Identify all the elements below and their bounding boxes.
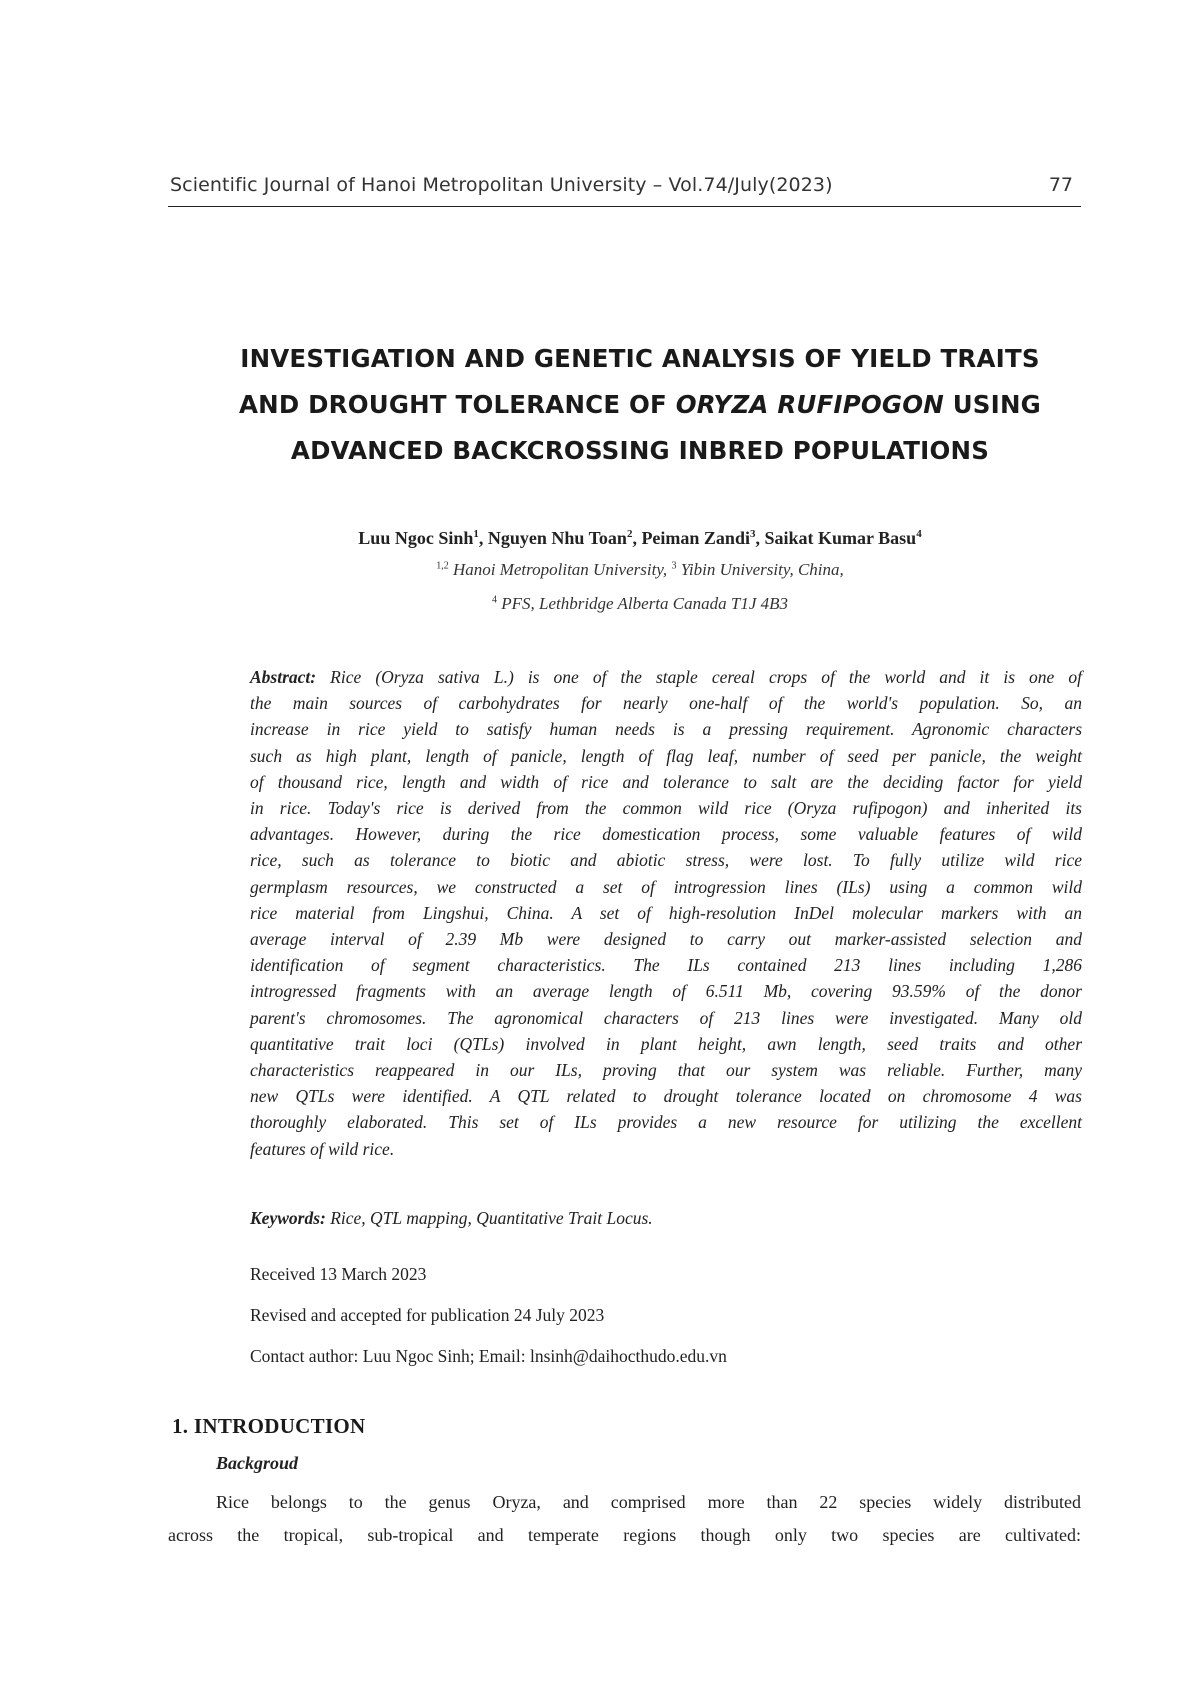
- author-sep: ,: [478, 528, 488, 548]
- author-sep: ,: [632, 528, 642, 548]
- subheading-background: Backgroud: [216, 1453, 299, 1473]
- author-3-sup: 3: [749, 528, 756, 540]
- abstract-line: in rice. Today's rice is derived from the common wild rice (Oryza rufipogon) and inherited its: [250, 798, 1082, 819]
- paper-title: [200, 336, 1080, 474]
- affiliation-line-2: [200, 594, 1080, 614]
- abstract-line: such as high plant, length of panicle, length of flag leaf, number of seed per panicle, the weight: [250, 745, 1082, 766]
- author-list: [200, 528, 1080, 549]
- revised-date: Revised and accepted for publication 24 July 2023: [250, 1305, 605, 1325]
- contact-author: Contact author: Luu Ngoc Sinh; Email: lnsinh@daihocthudo.edu.vn: [250, 1346, 727, 1366]
- abstract-line: increase in rice yield to satisfy human needs is a pressing requirement. Agronomic characters: [250, 719, 1082, 740]
- affil-text-3: PFS, Lethbridge Alberta Canada T1J 4B3: [496, 594, 789, 613]
- affil-text-1: Hanoi Metropolitan University,: [448, 560, 672, 579]
- section-heading-introduction: 1. INTRODUCTION: [172, 1414, 366, 1438]
- body-line: across the tropical, sub-tropical and temperate regions though only two species are cultivated:: [168, 1525, 1081, 1545]
- body-line: Rice belongs to the genus Oryza, and comprised more than 22 species widely distributed: [216, 1492, 1081, 1512]
- author-4-sup: 4: [916, 528, 922, 540]
- abstract-line: rice material from Lingshui, China. A set of high-resolution InDel molecular markers with an: [250, 902, 1082, 923]
- introduction-body: [168, 1486, 1081, 1552]
- keywords-text: Rice, QTL mapping, Quantitative Trait Locus.: [325, 1208, 653, 1228]
- title-line-2-end: USING: [943, 390, 1041, 419]
- abstract-line-text: Rice (Oryza sativa L.) is one of the staple cereal crops of the world and it is one of: [316, 667, 1082, 687]
- abstract-line: thoroughly elaborated. This set of ILs provides a new resource for utilizing the excellent: [250, 1112, 1082, 1133]
- running-header: [168, 170, 1081, 207]
- abstract-line: characteristics reappeared in our ILs, proving that our system was reliable. Further, many: [250, 1060, 1082, 1081]
- abstract-line: average interval of 2.39 Mb were designed to carry out marker-assisted selection and: [250, 929, 1082, 950]
- author-1-sup: 1: [473, 528, 479, 540]
- abstract-line: rice, such as tolerance to biotic and abiotic stress, were lost. To fully utilize wild rice: [250, 850, 1082, 871]
- author-sep: ,: [755, 528, 765, 548]
- affil-text-2: Yibin University, China,: [676, 560, 844, 579]
- abstract-line: parent's chromosomes. The agronomical characters of 213 lines were investigated. Many old: [250, 1007, 1082, 1028]
- title-line-3: ADVANCED BACKCROSSING INBRED POPULATIONS: [290, 436, 990, 465]
- title-line-1: INVESTIGATION AND GENETIC ANALYSIS OF YIELD TRAITS: [240, 344, 1040, 373]
- abstract-label: Abstract:: [250, 667, 317, 687]
- abstract-line: of thousand rice, length and width of rice and tolerance to salt are the deciding factor for yield: [250, 771, 1082, 792]
- author-3: Peiman Zandi: [641, 528, 750, 548]
- author-1: Luu Ngoc Sinh: [358, 528, 474, 548]
- affil-sup-1: 1,2: [436, 560, 449, 572]
- abstract: [250, 664, 1082, 1162]
- affil-sup-2: 3: [671, 560, 677, 572]
- abstract-line: features of wild rice.: [250, 1138, 395, 1159]
- author-2: Nguyen Nhu Toan: [487, 528, 627, 548]
- abstract-line: introgressed fragments with an average length of 6.511 Mb, covering 93.59% of the donor: [250, 981, 1082, 1002]
- abstract-line: identification of segment characteristics. The ILs contained 213 lines including 1,286: [250, 955, 1082, 976]
- affil-sup-3: 4: [491, 594, 497, 606]
- abstract-line: the main sources of carbohydrates for nearly one-half of the world's population. So, an: [250, 693, 1082, 714]
- keywords: [250, 1208, 1082, 1229]
- keywords-label: Keywords:: [250, 1208, 326, 1228]
- journal-name: Scientific Journal of Hanoi Metropolitan University – Vol.74/July(2023): [170, 174, 833, 196]
- species-name: ORYZA RUFIPOGON: [675, 390, 944, 419]
- affiliation-line-1: [200, 560, 1080, 580]
- author-2-sup: 2: [626, 528, 633, 540]
- abstract-line: advantages. However, during the rice domestication process, some valuable features of wild: [250, 824, 1082, 845]
- title-line-2: [200, 382, 1080, 428]
- abstract-line: quantitative trait loci (QTLs) involved in plant height, awn length, seed traits and other: [250, 1033, 1082, 1054]
- received-date: Received 13 March 2023: [250, 1264, 427, 1284]
- title-line-2-start: AND DROUGHT TOLERANCE OF: [239, 390, 676, 419]
- abstract-line: germplasm resources, we constructed a set of introgression lines (ILs) using a common wild: [250, 876, 1082, 897]
- page-number: 77: [1048, 174, 1073, 196]
- abstract-line: [250, 664, 1082, 690]
- abstract-line: new QTLs were identified. A QTL related to drought tolerance located on chromosome 4 was: [250, 1086, 1082, 1107]
- author-4: Saikat Kumar Basu: [764, 528, 917, 548]
